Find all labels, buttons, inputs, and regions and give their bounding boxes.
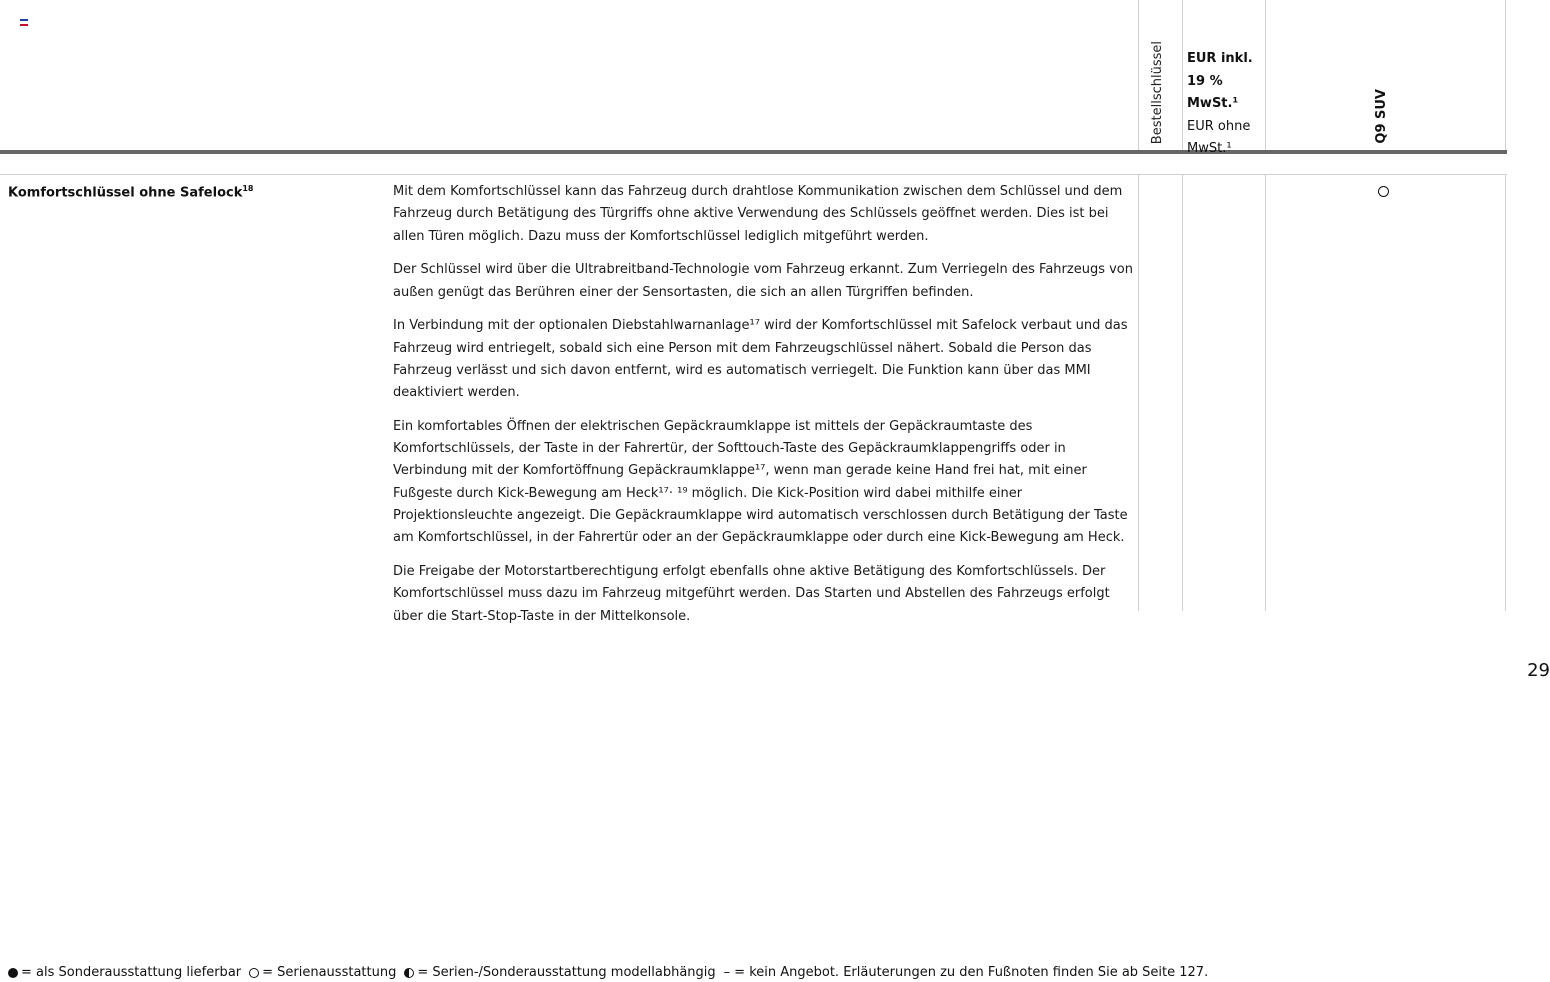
model-header-label: Q9 SUV — [1374, 89, 1389, 144]
description-paragraph: In Verbindung mit der optionalen Diebstahlwarnanlage¹⁷ wird der Komfortschlüssel mit Safelock verbaut und das Fahrzeug wird entriegelt, sobald sich eine Person mit dem Fahrzeugschlüssel nähert. Sobald die Person das Fahrzeug verlässt und sich davon entfernt, wird es automatisch verriegelt. Die Funktion kann über das MMI deaktiviert werden. — [393, 318, 1128, 401]
price-incl-line2: 19 % MwSt.¹ — [1187, 73, 1239, 111]
dash-symbol: – — [723, 965, 731, 980]
column-divider — [1138, 175, 1139, 611]
column-divider — [1265, 175, 1266, 611]
description-paragraph: Ein komfortables Öffnen der elektrischen Gepäckraumklappe ist mittels der Gepäckraumtaste des Komfortschlüssels, der Taste in der Fahrertür, der Softtouch-Taste des Gepäckraumklappengriffs oder in Verbindung mit der Komfortöffnung Gepäckraumklappe¹⁷, wenn man gerade keine Hand frei hat, mit einer Fußgeste durch Kick-Bewegung am Heck¹⁷· ¹⁹ möglich. Die Kick-Position wird dabei mithilfe einer Projektionsleuchte angezeigt. Die Gepäckraumklappe wird automatisch verschlossen durch Betätigung der Taste am Komfortschlüssel, in der Fahrertür oder an der Gepäckraumklappe oder durch eine Kick-Bewegung am Heck. — [393, 418, 1128, 546]
column-divider — [1182, 175, 1183, 611]
column-divider — [1182, 0, 1183, 152]
column-divider — [1505, 0, 1506, 152]
legend-optional-label: = als Sonderausstattung lieferbar — [21, 965, 242, 980]
price-incl-line1: EUR inkl. — [1187, 51, 1253, 66]
model-header — [1374, 0, 1396, 148]
column-divider — [1505, 175, 1506, 611]
feature-title-text: Komfortschlüssel ohne Safelock — [8, 185, 243, 201]
legend-standard — [249, 965, 396, 980]
legend-none — [724, 965, 1209, 980]
legend-none-label: = kein Angebot. Erläuterungen zu den Fußnoten finden Sie ab Seite 127. — [734, 965, 1209, 980]
header-rule — [0, 150, 1507, 154]
feature-title-footnote: 18 — [242, 184, 254, 193]
feature-title — [8, 184, 254, 200]
order-code-header-label: Bestellschlüssel — [1150, 40, 1165, 144]
empty-circle-icon — [1378, 186, 1389, 197]
column-divider — [1138, 0, 1139, 152]
legend — [8, 965, 1216, 980]
flag-stripe — [20, 24, 28, 26]
legend-standard-label: = Serienausstattung — [262, 965, 397, 980]
language-flag-icon — [20, 19, 28, 26]
feature-description — [393, 181, 1133, 639]
page-number: 29 — [1527, 660, 1550, 681]
half-circle-icon — [404, 968, 414, 978]
order-code-header — [1150, 0, 1172, 148]
legend-model-dependent-label: = Serien-/Sonderausstattung modellabhängig — [417, 965, 716, 980]
description-paragraph: Der Schlüssel wird über die Ultrabreitband-Technologie vom Fahrzeug erkannt. Zum Verriegeln des Fahrzeugs von außen genügt das Berühren einer der Sensortasten, die sich an allen Türgriffen befinden. — [393, 262, 1133, 300]
filled-circle-icon — [8, 968, 18, 978]
legend-model-dependent — [404, 965, 715, 980]
empty-circle-icon — [249, 968, 259, 978]
row-divider — [0, 174, 1507, 175]
price-excl-line2: MwSt.¹ — [1187, 141, 1232, 156]
price-header — [1187, 48, 1267, 161]
description-paragraph: Die Freigabe der Motorstartberechtigung erfolgt ebenfalls ohne aktive Betätigung des Komfortschlüssels. Der Komfortschlüssel muss dazu im Fahrzeug mitgeführt werden. Das Starten und Abstellen des Fahrzeugs erfolgt über die Start-Stop-Taste in der Mittelkonsole. — [393, 564, 1110, 624]
description-paragraph: Mit dem Komfortschlüssel kann das Fahrzeug durch drahtlose Kommunikation zwischen dem Schlüssel und dem Fahrzeug durch Betätigung des Türgriffs ohne aktive Verwendung des Schlüssels geöffnet werden. Dies ist bei allen Türen möglich. Dazu muss der Komfortschlüssel lediglich mitgeführt werden. — [393, 184, 1123, 244]
legend-optional — [8, 965, 241, 980]
price-excl-line1: EUR ohne — [1187, 118, 1251, 134]
